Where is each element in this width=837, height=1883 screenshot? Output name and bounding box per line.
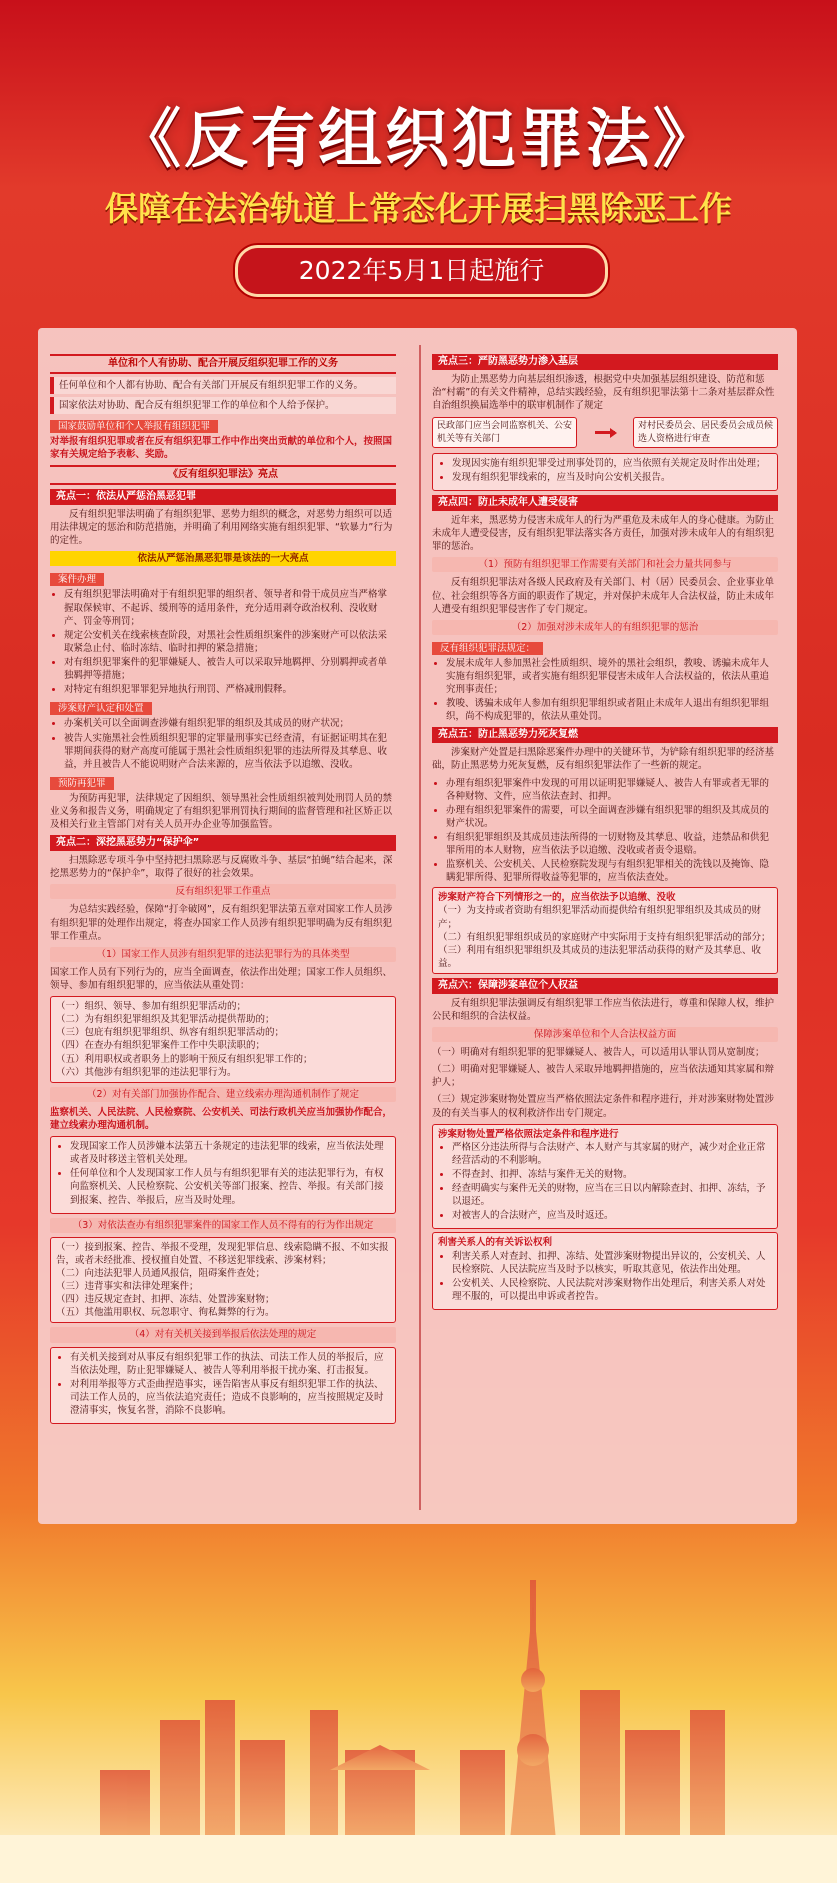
types-box — [50, 996, 396, 1083]
rights-ribbon: 保障涉案单位和个人合法权益方面 — [432, 1027, 778, 1042]
list-item: （三）规定涉案财物处置应当严格依照法定条件和程序进行，并对涉案财物处置涉及的有关当事人的权利救济作出专门规定。 — [432, 1094, 775, 1119]
highlight-6-text: 反有组织犯罪法强调反有组织犯罪工作应当依法进行，尊重和保障人权，维护公民和组织的合法权益。 — [432, 997, 775, 1022]
hl5-list — [432, 777, 778, 885]
list-item: （三）包庇有组织犯罪组织、纵容有组织犯罪活动的； — [56, 1027, 285, 1039]
youth-sub-heading: 反有组织犯罪法规定： — [432, 642, 543, 655]
list-item: （二）明确对犯罪嫌疑人、被告人采取异地羁押措施的，应当依法通知其家属和辩护人； — [432, 1064, 775, 1089]
list-item: • 对利用举报等方式歪曲捏造事实，诬告陷害从事反有组织犯罪工作的执法、司法工作人员的，应当依法追究责任；造成不良影响的，应当按照规定及时澄清事实，恢复名誉，消除不良影响。 — [70, 1378, 390, 1417]
duty-item: 国家依法对协助、配合反有组织犯罪工作的单位和个人给予保护。 — [50, 397, 396, 414]
list-item: • 有组织犯罪组织及其成员违法所得的一切财物及其孳息、收益，违禁品和供犯罪所用的本人财物，应当依法予以追缴、没收或者责令退赔。 — [446, 831, 778, 857]
report-ribbon: （4）对有关机关接到举报后依法处理的规定 — [50, 1327, 396, 1342]
page-subtitle: 保障在法治轨道上常态化开展扫黑除恶工作 — [105, 189, 732, 228]
dispose-box — [432, 1124, 778, 1230]
case-handling-heading: 案件办理 — [50, 573, 104, 586]
youth-ribbon-2: （2）加强对涉未成年人的有组织犯罪的惩治 — [432, 620, 778, 635]
list-item: • 发现国家工作人员涉嫌本法第五十条规定的违法犯罪的线索，应当依法处理或者及时移送主管机关处理。 — [70, 1140, 390, 1166]
youth-text-1: 反有组织犯罪法对各级人民政府及有关部门、村（居）民委员会、企业事业单位、社会组织等各方面的职责作了规定，并对保护未成年人合法权益，防止未成年人遭受有组织犯罪侵害作了专门规定。 — [432, 577, 775, 615]
confiscation-title: 涉案财产符合下列情形之一的，应当依法予以追缴、没收 — [438, 892, 676, 904]
list-item: • 公安机关、人民检察院、人民法院对涉案财物作出处理后，利害关系人对处理不服的，可以提出申诉或者控告。 — [452, 1277, 772, 1303]
coop-text: 监察机关、人民法院、人民检察院、公安机关、司法行政机关应当加强协作配合，建立线索办理沟通机制。 — [50, 1106, 393, 1131]
list-item: • 被告人实施黑社会性质组织犯罪的定罪量刑事实已经查清，有证据证明其在犯罪期间获得的财产高度可能属于黑社会性质组织犯罪的违法所得及其孳息、收益，并且被告人不能说明财产合法来源的，应当依法予以追缴、没收。 — [64, 732, 396, 771]
list-item: • 办理有组织犯罪案件的需要，可以全面调查涉嫌有组织犯罪的组织及其成员的财产状况。 — [446, 804, 778, 830]
highlight-4-text: 近年来，黑恶势力侵害未成年人的行为严重危及未成年人的身心健康。为防止未成年人遭受侵害，反有组织犯罪法落实各方责任，加强对涉未成年人的有组织犯罪的惩治。 — [432, 514, 775, 553]
list-item: （二）为有组织犯罪组织及其犯罪活动提供帮助的； — [56, 1014, 275, 1026]
list-item: • 不得查封、扣押、冻结与案件无关的财物。 — [452, 1168, 772, 1181]
encourage-text: 对举报有组织犯罪或者在反有组织犯罪工作中作出突出贡献的单位和个人，按照国家有关规定给予表彰、奖励。 — [50, 436, 393, 461]
list-item: • 教唆、诱骗未成年人参加有组织犯罪组织或者阻止未成年人退出有组织犯罪组织，尚不构成犯罪的，依法从重处罚。 — [446, 697, 778, 723]
highlight-6-heading: 亮点六：保障涉案单位个人权益 — [432, 978, 778, 994]
list-item: （四）在查办有组织犯罪案件工作中失职渎职的； — [56, 1040, 266, 1052]
list-item: （五）其他滥用职权、玩忽职守、徇私舞弊的行为。 — [56, 1307, 275, 1319]
confiscation-box — [432, 887, 778, 974]
list-item: （一）明确对有组织犯罪的犯罪嫌疑人、被告人，可以适用认罪认罚从宽制度； — [432, 1047, 765, 1059]
highlight-5-text: 涉案财产处置是扫黑除恶案件办理中的关键环节，为铲除有组织犯罪的经济基础，防止黑恶势力死灰复燃，反有组织犯罪法作了一些新的规定。 — [432, 747, 775, 772]
list-item: • 规定公安机关在线索核查阶段，对黑社会性质组织案件的涉案财产可以依法采取紧急止付、临时冻结、临时扣押的紧急措施； — [64, 629, 396, 655]
list-item: （一）为支持或者资助有组织犯罪活动而提供给有组织犯罪组织及其成员的财产； — [438, 905, 762, 930]
list-item: • 发展未成年人参加黑社会性质组织、境外的黑社会组织，教唆、诱骗未成年人实施有组织犯罪，或者实施有组织犯罪侵害未成年人合法权益的，依法从重追究刑事责任； — [446, 657, 778, 696]
list-item: • 发现因实施有组织犯罪受过刑事处罚的，应当依照有关规定及时作出处理； — [452, 457, 772, 470]
list-item: （五）利用职权或者职务上的影响干预反有组织犯罪工作的； — [56, 1053, 313, 1065]
highlight-3-text: 为防止黑恶势力向基层组织渗透，根据党中央加强基层组织建设、防范和惩治“村霸”的有关文件精神，总结实践经验，反有组织犯罪法第十二条对基层群众性自治组织换届选举中的联审机制作了规定 — [432, 373, 775, 412]
list-item: • 对有组织犯罪案件的犯罪嫌疑人、被告人可以采取异地羁押、分别羁押或者单独羁押等措施； — [64, 656, 396, 682]
ban-ribbon: （3）对依法查办有组织犯罪案件的国家工作人员不得有的行为作出规定 — [50, 1218, 396, 1233]
effective-date-badge: 2022年5月1日起施行 — [235, 245, 608, 297]
list-item: • 利害关系人对查封、扣押、冻结、处置涉案财物提出异议的，公安机关、人民检察院、人民法院应当及时予以核实，听取其意见，依法作出处理。 — [452, 1250, 772, 1276]
case-handling-list — [50, 588, 396, 696]
left-column — [50, 350, 396, 1427]
ban-box — [50, 1237, 396, 1324]
highlight-1-heading: 亮点一：依法从严惩治黑恶犯罪 — [50, 489, 396, 505]
youth-list — [432, 657, 778, 724]
list-item: • 任何单位和个人发现国家工作人员与有组织犯罪有关的违法犯罪行为，有权向监察机关、人民检察院、公安机关等部门报案、控告、举报。有关部门接到报案、控告、举报后，应当及时处理。 — [70, 1167, 390, 1206]
list-item: • 经查明确实与案件无关的财物，应当在三日以内解除查封、扣押、冻结，予以退还。 — [452, 1182, 772, 1208]
highlight-1-text: 反有组织犯罪法明确了有组织犯罪、恶势力组织的概念，对恶势力组织可以适用法律规定的惩治和防范措施，并明确了利用网络实施有组织犯罪、“软暴力”行为的定性。 — [50, 508, 393, 547]
youth-ribbon-1: （1）预防有组织犯罪工作需要有关部门和社会力量共同参与 — [432, 557, 778, 572]
right-column — [432, 350, 778, 1313]
list-item: （四）违反规定查封、扣押、冻结、处置涉案财物； — [56, 1294, 275, 1306]
list-item: • 反有组织犯罪法明确对于有组织犯罪的组织者、领导者和骨干成员应当严格掌握取保候审、不起诉、缓刑等的适用条件，充分适用剥夺政治权利、没收财产、罚金等刑罚； — [64, 588, 396, 627]
coop-box — [50, 1136, 396, 1214]
list-item: （六）其他涉有组织犯罪的违法犯罪行为。 — [56, 1066, 237, 1078]
arrow-right-icon — [595, 431, 615, 434]
list-item: （三）利用有组织犯罪组织及其成员的违法犯罪活动获得的财产及其孳息、收益。 — [438, 944, 762, 969]
column-divider — [419, 345, 421, 1510]
list-item: • 严格区分违法所得与合法财产、本人财产与其家属的财产，减少对企业正常经营活动的不利影响。 — [452, 1141, 772, 1167]
appeal-title: 利害关系人的有关诉讼权利 — [438, 1237, 553, 1249]
list-item: • 监察机关、公安机关、人民检察院发现与有组织犯罪相关的洗钱以及掩饰、隐瞒犯罪所得、犯罪所得收益等犯罪的，应当依法查处。 — [446, 858, 778, 884]
list-item: （三）违背事实和法律处理案件； — [56, 1281, 199, 1293]
highlight-3-heading: 亮点三：严防黑恶势力渗入基层 — [432, 354, 778, 370]
duty-heading: 单位和个人有协助、配合开展反组织犯罪工作的义务 — [50, 354, 396, 374]
types-intro: 国家工作人员有下列行为的，应当全面调查，依法作出处理；国家工作人员组织、领导、参加有组织犯罪的，应当依法从重处罚： — [50, 966, 393, 992]
list-item: • 对被害人的合法财产，应当及时返还。 — [452, 1209, 772, 1222]
city-skyline-illustration — [0, 1540, 837, 1883]
list-item: • 对特定有组织犯罪罪犯异地执行刑罚、严格减刑假释。 — [64, 683, 396, 696]
prevent-heading: 预防再犯罪 — [50, 777, 114, 790]
flow-target: 对村民委员会、居民委员会成员候选人资格进行审查 — [633, 417, 778, 448]
coop-ribbon: （2）对有关部门加强协作配合、建立线索办理沟通机制作了规定 — [50, 1087, 396, 1102]
report-box — [50, 1347, 396, 1425]
key-work-ribbon: 反有组织犯罪工作重点 — [50, 884, 396, 899]
key-work-text: 为总结实践经验，保障“打伞破网”，反有组织犯罪法第五章对国家工作人员涉有组织犯罪的处理作出规定，将查办国家工作人员涉有组织犯罪明确为反有组织犯罪工作重点。 — [50, 904, 393, 942]
list-item: （一）接到报案、控告、举报不受理，发现犯罪信息、线索隐瞒不报、不如实报告，或者未经批准、授权擅自处置、不移送犯罪线索、涉案材料； — [56, 1241, 389, 1266]
list-item: • 发现有组织犯罪线索的，应当及时向公安机关报告。 — [452, 471, 772, 484]
list-item: • 办理有组织犯罪案件中发现的可用以证明犯罪嫌疑人、被告人有罪或者无罪的各种财物、文件，应当依法查封、扣押。 — [446, 777, 778, 803]
highlight-4-heading: 亮点四：防止未成年人遭受侵害 — [432, 495, 778, 511]
encourage-heading: 国家鼓励单位和个人举报有组织犯罪 — [50, 420, 218, 433]
highlight-2-text: 扫黑除恶专项斗争中坚持把扫黑除恶与反腐败斗争、基层“拍蝇”结合起来，深挖黑恶势力的“保护伞”，取得了很好的社会效果。 — [50, 855, 393, 880]
list-item: • 有关机关接到对从事反有组织犯罪工作的执法、司法工作人员的举报后，应当依法处理，防止犯罪嫌疑人、被告人等利用举报干扰办案、打击报复。 — [70, 1351, 390, 1377]
hl3-box — [432, 453, 778, 491]
property-list — [50, 717, 396, 770]
property-heading: 涉案财产认定和处置 — [50, 702, 152, 715]
list-item: • 办案机关可以全面调查涉嫌有组织犯罪的组织及其成员的财产状况； — [64, 717, 396, 730]
highlights-heading: 《反有组织犯罪法》亮点 — [50, 465, 396, 485]
list-item: （一）组织、领导、参加有组织犯罪活动的； — [56, 1001, 247, 1013]
review-flow — [432, 417, 778, 448]
list-item: （二）有组织犯罪组织成员的家庭财产中实际用于支持有组织犯罪活动的部分； — [438, 931, 771, 943]
page-title: 《反有组织犯罪法》 — [117, 102, 720, 177]
dispose-title: 涉案财物处置严格依照法定条件和程序进行 — [438, 1128, 619, 1140]
types-ribbon: （1）国家工作人员涉有组织犯罪的违法犯罪行为的具体类型 — [50, 947, 396, 962]
highlight-2-heading: 亮点二：深挖黑恶势力“保护伞” — [50, 835, 396, 851]
appeal-box — [432, 1232, 778, 1310]
list-item: （二）向违法犯罪人员通风报信，阻碍案件查处； — [56, 1267, 266, 1279]
prevent-text: 为预防再犯罪，法律规定了因组织、领导黑社会性质组织被判处刑罚人员的禁业义务和报告义务，明确规定了有组织犯罪刑罚执行期间的监督管理和社区矫正以及相关行业主管部门对有关人员开办企业等加强监管。 — [50, 793, 393, 831]
highlight-1-banner: 依法从严惩治黑恶犯罪是该法的一大亮点 — [50, 551, 396, 566]
highlight-5-heading: 亮点五：防止黑恶势力死灰复燃 — [432, 727, 778, 743]
flow-source: 民政部门应当会同监察机关、公安机关等有关部门 — [432, 417, 577, 448]
duty-item: 任何单位和个人都有协助、配合有关部门开展反有组织犯罪工作的义务。 — [50, 377, 396, 394]
